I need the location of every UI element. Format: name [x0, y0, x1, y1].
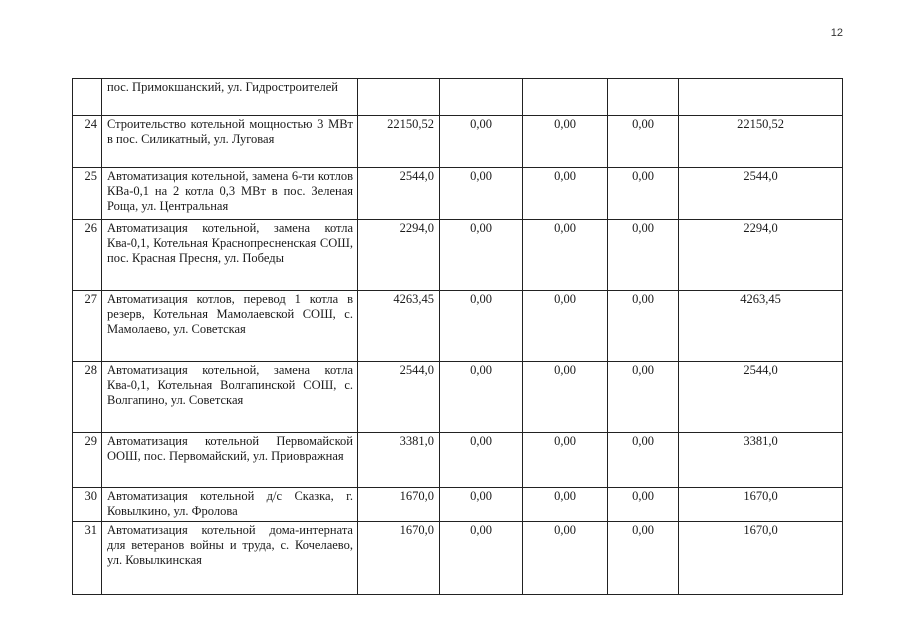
row-value-regional: 0,00: [523, 522, 608, 595]
row-value-total-plan: 22150,52: [358, 116, 440, 168]
row-number: 25: [73, 168, 102, 220]
row-value-other: 2294,0: [679, 220, 843, 291]
row-value-regional: 0,00: [523, 116, 608, 168]
row-value-total-plan: 1670,0: [358, 488, 440, 522]
row-value-local: 0,00: [608, 220, 679, 291]
table-row: [73, 522, 843, 595]
row-value-local: [608, 79, 679, 116]
row-description: Автоматизация котельной дома-интерната для ветеранов войны и труда, с. Кочелаево, ул. Ковылкинская: [102, 522, 358, 595]
row-value-regional: 0,00: [523, 362, 608, 433]
row-number: 30: [73, 488, 102, 522]
row-value-local: 0,00: [608, 116, 679, 168]
row-value-total-plan: 2544,0: [358, 362, 440, 433]
row-description: Автоматизация котельной Первомайской ООШ, пос. Первомайский, ул. Приовражная: [102, 433, 358, 488]
row-number: 26: [73, 220, 102, 291]
row-value-regional: 0,00: [523, 433, 608, 488]
row-number: [73, 79, 102, 116]
row-description: пос. Примокшанский, ул. Гидростроителей: [102, 79, 358, 116]
row-description: Автоматизация котлов, перевод 1 котла в резерв, Котельная Мамолаевской СОШ, с. Мамолаево, ул. Советская: [102, 291, 358, 362]
row-value-other: 1670,0: [679, 488, 843, 522]
row-value-federal: 0,00: [440, 362, 523, 433]
row-number: 29: [73, 433, 102, 488]
row-value-regional: 0,00: [523, 220, 608, 291]
row-value-other: 2544,0: [679, 362, 843, 433]
row-value-other: [679, 79, 843, 116]
row-value-other: 4263,45: [679, 291, 843, 362]
row-value-total-plan: [358, 79, 440, 116]
row-value-regional: 0,00: [523, 488, 608, 522]
row-value-local: 0,00: [608, 433, 679, 488]
row-value-other: 3381,0: [679, 433, 843, 488]
row-value-other: 22150,52: [679, 116, 843, 168]
row-value-regional: [523, 79, 608, 116]
row-description: Автоматизация котельной, замена котла Ква-0,1, Котельная Краснопресненская СОШ, пос. Красная Пресня, ул. Победы: [102, 220, 358, 291]
row-description: Автоматизация котельной, замена 6-ти котлов КВа-0,1 на 2 котла 0,3 МВт в пос. Зеленая Роща, ул. Центральная: [102, 168, 358, 220]
row-value-total-plan: 2294,0: [358, 220, 440, 291]
row-value-total-plan: 3381,0: [358, 433, 440, 488]
table-row: [73, 433, 843, 488]
row-number: 27: [73, 291, 102, 362]
row-value-local: 0,00: [608, 291, 679, 362]
row-value-other: 1670,0: [679, 522, 843, 595]
row-value-local: 0,00: [608, 362, 679, 433]
row-value-federal: 0,00: [440, 488, 523, 522]
row-description: Строительство котельной мощностью 3 МВт в пос. Силикатный, ул. Луговая: [102, 116, 358, 168]
table-row: [73, 362, 843, 433]
row-value-federal: 0,00: [440, 220, 523, 291]
budget-table: [72, 78, 843, 595]
table-row: [73, 220, 843, 291]
row-value-total-plan: 2544,0: [358, 168, 440, 220]
table-row: [73, 116, 843, 168]
row-number: 28: [73, 362, 102, 433]
row-value-federal: 0,00: [440, 116, 523, 168]
table-row: [73, 291, 843, 362]
page-number: 12: [830, 27, 843, 39]
row-value-local: 0,00: [608, 488, 679, 522]
row-value-federal: 0,00: [440, 522, 523, 595]
row-value-total-plan: 4263,45: [358, 291, 440, 362]
row-value-local: 0,00: [608, 168, 679, 220]
table-row: [73, 168, 843, 220]
row-value-federal: 0,00: [440, 433, 523, 488]
row-value-federal: 0,00: [440, 291, 523, 362]
table-row: [73, 488, 843, 522]
table-row: [73, 79, 843, 116]
row-value-total-plan: 1670,0: [358, 522, 440, 595]
row-value-federal: 0,00: [440, 168, 523, 220]
row-value-regional: 0,00: [523, 291, 608, 362]
row-description: Автоматизация котельной, замена котла Ква-0,1, Котельная Волгапинской СОШ, с. Волгапино, ул. Советская: [102, 362, 358, 433]
row-value-regional: 0,00: [523, 168, 608, 220]
row-value-other: 2544,0: [679, 168, 843, 220]
row-description: Автоматизация котельной д/с Сказка, г. Ковылкино, ул. Фролова: [102, 488, 358, 522]
row-number: 24: [73, 116, 102, 168]
row-value-federal: [440, 79, 523, 116]
row-number: 31: [73, 522, 102, 595]
row-value-local: 0,00: [608, 522, 679, 595]
budget-table-container: [72, 78, 842, 595]
